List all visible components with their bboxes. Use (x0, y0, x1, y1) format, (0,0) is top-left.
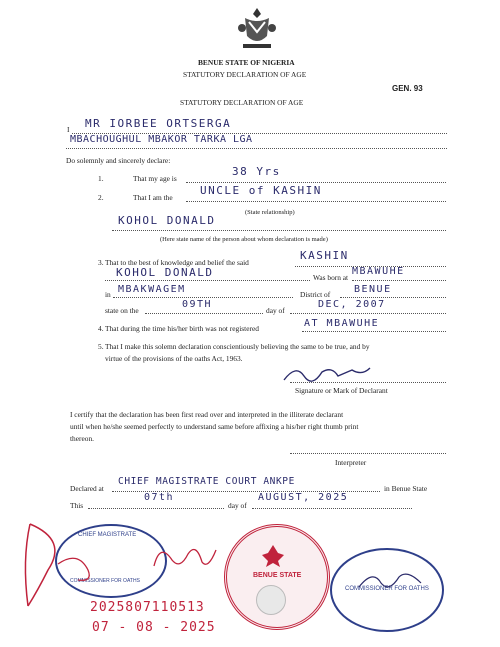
seal-emblem-icon (260, 543, 286, 569)
form-code: GEN. 93 (392, 84, 423, 93)
handwritten-number: 2025807110513 (90, 600, 205, 615)
this-value: 07th (144, 492, 175, 503)
in-label: in (105, 290, 111, 299)
right-signature-mark (355, 565, 425, 595)
item-1-label: That my age is (133, 174, 177, 183)
declarant-name: MR IORBEE ORTSERGA (85, 117, 232, 130)
certify-line-2: until when he/she seemed perfectly to understand same before affixing a his/her right thumb print (70, 422, 359, 431)
item-1-number: 1. (98, 174, 104, 183)
left-stamp-text: CHIEF MAGISTRATE (78, 532, 137, 538)
coat-of-arms-icon (237, 6, 277, 52)
this-label: This (70, 501, 84, 510)
item-5-label: That I make this solemn declaration conscientiously believing the same to be true, and by (105, 342, 370, 351)
declarant-prefix: I (67, 125, 70, 134)
said-name: KASHIN (300, 249, 349, 262)
certify-line-1: I certify that the declaration has been first read over and interpreted in the illiterate declarant (70, 410, 344, 419)
age-value: 38 Yrs (232, 165, 281, 178)
declarant-address: MBACHOUGHUL MBAKOR TARKA LGA (70, 134, 253, 145)
item-3-number: 3. (98, 258, 104, 267)
item-3-label: That to the best of knowledge and belief the said (105, 258, 249, 267)
item-4-label: That during the time his/her birth was not registered (105, 324, 259, 333)
state-on-label: state on the (105, 306, 139, 315)
district-value: BENUE (354, 284, 392, 295)
person-caption: (Here state name of the person about whom declaration is made) (160, 236, 328, 243)
signature-caption: Signature or Mark of Declarant (295, 386, 388, 395)
day-of-label-2: day of (228, 501, 247, 510)
item-5-number: 5. (98, 342, 104, 351)
district-label: District of (300, 290, 331, 299)
subject-name: KOHOL DONALD (118, 214, 216, 227)
seal-text: BENUE STATE (253, 572, 302, 579)
born-at-label: Was born at (313, 273, 349, 282)
declared-at-label: Declared at (70, 484, 104, 493)
red-signature-mark (150, 536, 220, 576)
interpreter-caption: Interpreter (335, 458, 367, 467)
born-at-value: MBAWUHE (352, 266, 405, 277)
red-handwritten-mark (18, 520, 118, 612)
left-stamp-text-2: COMMISSIONER FOR OATHS (70, 578, 140, 584)
item-5-line2: virtue of the provisions of the oaths Act, 1963. (105, 354, 243, 363)
form-title: STATUTORY DECLARATION OF AGE (183, 70, 307, 79)
relationship-caption: (State relationship) (245, 209, 295, 216)
form-subtitle: STATUTORY DECLARATION OF AGE (180, 98, 304, 107)
day-value: 09TH (182, 299, 213, 310)
item-2-label: That I am the (133, 193, 173, 202)
item-4-number: 4. (98, 324, 104, 333)
birth-name: KOHOL DONALD (116, 266, 214, 279)
state-heading: BENUE STATE OF NIGERIA (198, 58, 295, 67)
declared-month-year: AUGUST, 2025 (258, 492, 349, 503)
in-value: MBAKWAGEM (118, 284, 186, 295)
declared-at-value: CHIEF MAGISTRATE COURT ANKPE (118, 476, 295, 487)
certify-line-3: thereon. (70, 434, 95, 443)
registered-at-value: AT MBAWUHE (304, 318, 380, 329)
item-2-number: 2. (98, 193, 104, 202)
right-stamp-text: COMMISSIONER FOR OATHS (345, 586, 429, 592)
seal-emboss (256, 585, 286, 615)
declared-at-suffix: in Benue State (384, 484, 428, 493)
handwritten-date: 07 - 08 - 2025 (92, 620, 216, 635)
declarant-signature (282, 362, 372, 384)
relation-value: UNCLE of KASHIN (200, 184, 322, 197)
month-year-value: DEC, 2007 (318, 299, 386, 310)
solemnly-declare: Do solemnly and sincerely declare: (66, 156, 171, 165)
day-of-label: day of (266, 306, 285, 315)
